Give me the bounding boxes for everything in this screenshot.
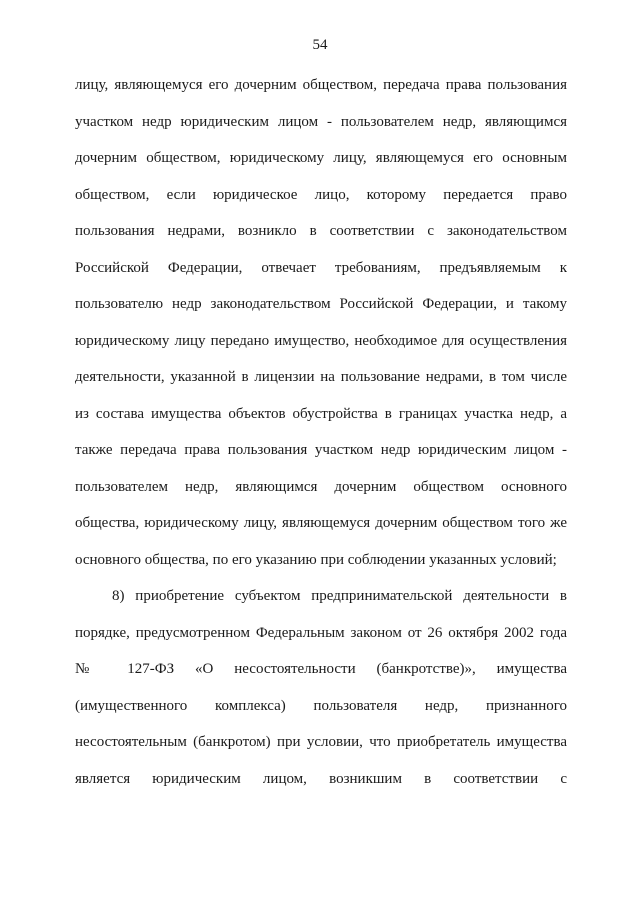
- text-line: участком недр юридическим лицом - пользователем недр, являющимся: [75, 113, 567, 130]
- text-line: деятельности, указанной в лицензии на пользование недрами, в том числе: [75, 369, 567, 385]
- text-line: также передача права пользования участком недр юридическим лицом -: [75, 442, 567, 458]
- text-line: обществом, если юридическое лицо, которому передается право: [75, 186, 567, 203]
- text-line: дочерним обществом, юридическому лицу, являющемуся его основным: [75, 150, 567, 166]
- text-line: Российской Федерации, отвечает требованиям, предъявляемым к: [75, 259, 567, 276]
- paragraph-first-line: 8) приобретение субъектом предпринимательской деятельности в: [112, 588, 567, 604]
- text-line: лицу, являющемуся его дочерним обществом, передача права пользования: [75, 77, 567, 93]
- text-line: общества, юридическому лицу, являющемуся дочерним обществом того же: [75, 515, 567, 531]
- text-line: является юридическим лицом, возникшим в соответствии с: [75, 770, 567, 787]
- text-line: (имущественного комплекса) пользователя недр, признанного: [75, 697, 567, 714]
- text-line: пользования недрами, возникло в соответствии с законодательством: [75, 223, 567, 239]
- page-number: 54: [312, 37, 328, 53]
- text-line: юридическому лицу передано имущество, необходимое для осуществления: [75, 332, 567, 349]
- text-line: пользователем недр, являющимся дочерним обществом основного: [75, 478, 567, 495]
- paragraph-last-line: основного общества, по его указанию при соблюдении указанных условий;: [75, 551, 557, 568]
- text-line: из состава имущества объектов обустройства в границах участка недр, а: [75, 405, 567, 422]
- text-line: порядке, предусмотренном Федеральным законом от 26 октября 2002 года: [75, 624, 567, 641]
- body-text: [75, 73, 567, 803]
- text-line: несостоятельным (банкротом) при условии, что приобретатель имущества: [75, 734, 567, 750]
- text-line: № 127-ФЗ «О несостоятельности (банкротстве)», имущества: [75, 661, 567, 677]
- text-line: пользователю недр законодательством Российской Федерации, и такому: [75, 296, 567, 312]
